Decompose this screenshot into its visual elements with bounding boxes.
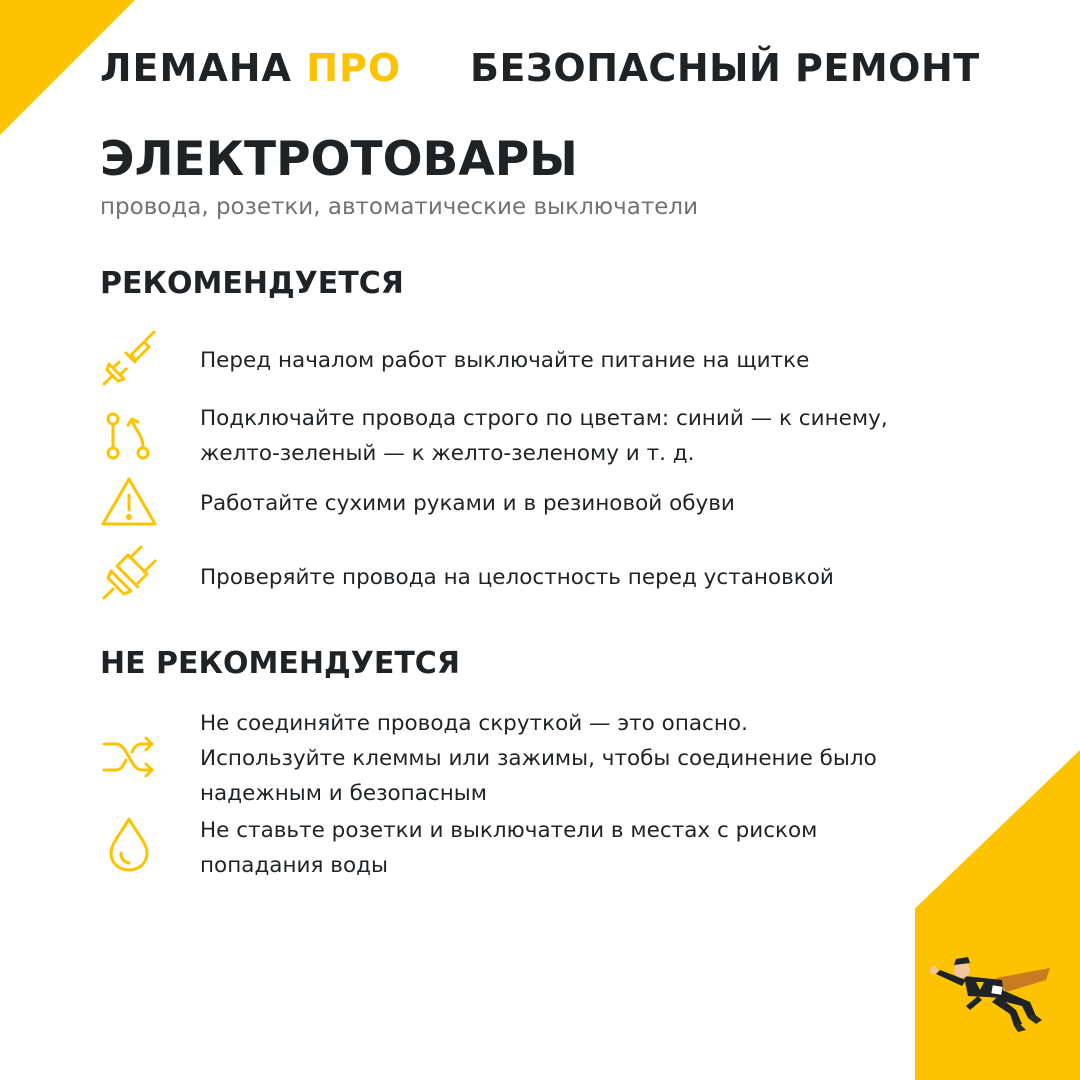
plug-disconnect-icon — [100, 330, 158, 388]
item-text: Перед началом работ выключайте питание на щитке — [200, 348, 810, 373]
item-text: Проверяйте провода на целостность перед установкой — [200, 565, 834, 590]
page-subtitle: провода, розетки, автоматические выключатели — [100, 194, 699, 220]
item-text: Не соединяйте провода скруткой — это опасно. Используйте клеммы или зажимы, чтобы соединение было надежным и безопасным — [200, 711, 877, 806]
item-text: Работайте сухими руками и в резиновой обуви — [200, 491, 735, 516]
brand-logo — [100, 46, 401, 90]
plug-icon — [100, 544, 158, 602]
section-heading-recommended: РЕКОМЕНДУЕТСЯ — [100, 266, 404, 301]
brand-main: ЛЕМАНА — [100, 46, 292, 90]
brand-accent: ПРО — [306, 46, 402, 90]
page-title: ЭЛЕКТРОТОВАРЫ — [100, 132, 578, 187]
water-drop-icon — [100, 815, 158, 873]
section-heading-not-recommended: НЕ РЕКОМЕНДУЕТСЯ — [100, 646, 460, 681]
tagline: БЕЗОПАСНЫЙ РЕМОНТ — [470, 46, 980, 90]
item-text: Не ставьте розетки и выключатели в местах с риском попадания воды — [200, 818, 818, 878]
warning-icon — [100, 474, 158, 532]
superhero-mascot-illustration — [918, 940, 1058, 1040]
item-text: Подключайте провода строго по цветам: синий — к синему, желто-зеленый — к желто-зеленому и т. д. — [200, 406, 888, 466]
wire-connect-icon — [100, 409, 158, 467]
shuffle-icon — [100, 728, 158, 786]
